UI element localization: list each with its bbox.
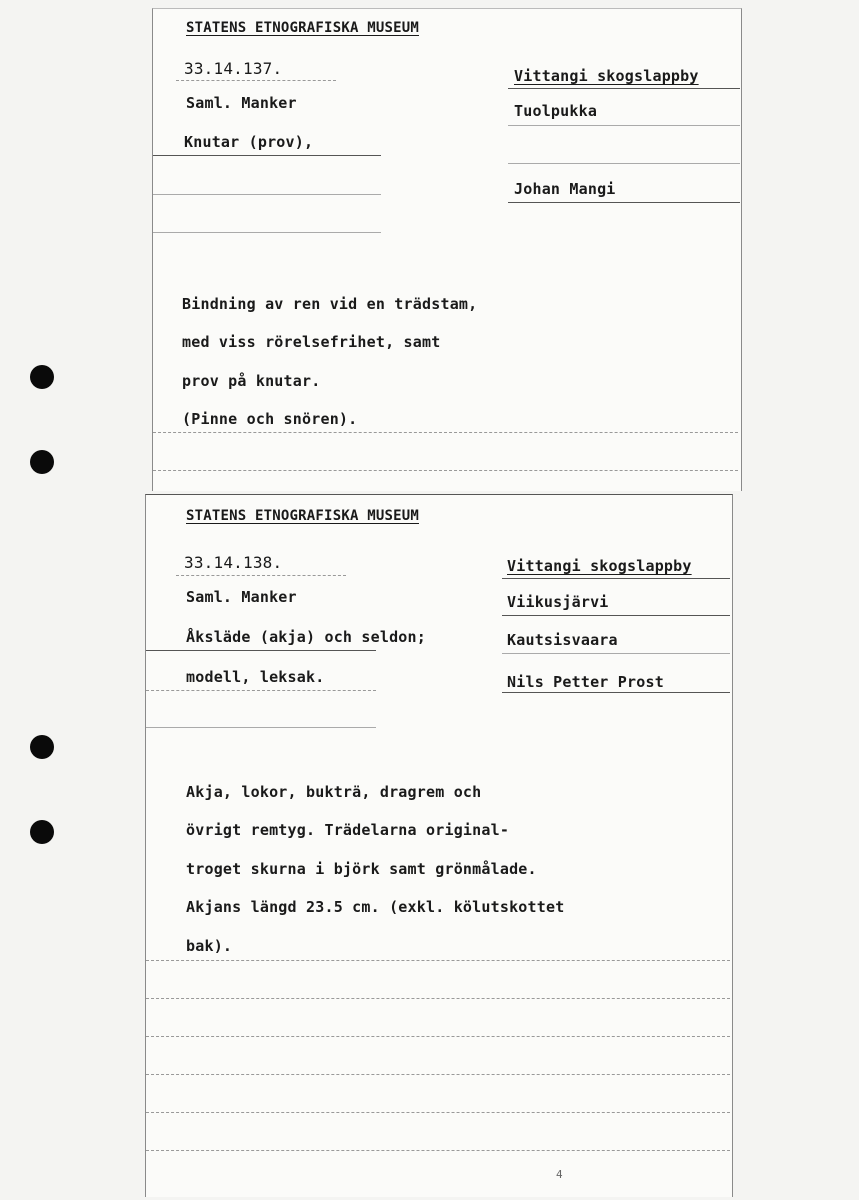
field-rule [502, 578, 730, 579]
field-rule [146, 650, 376, 651]
collection-name: Saml. Manker [186, 94, 297, 112]
object-name: Knutar (prov), [184, 133, 314, 151]
field-rule [502, 615, 730, 616]
field-rule [146, 998, 730, 999]
field-rule [146, 960, 730, 961]
field-rule [508, 202, 740, 203]
punch-hole [30, 735, 54, 759]
informant-name: Nils Petter Prost [507, 673, 664, 691]
description-line: bak). [186, 937, 233, 955]
field-rule [502, 653, 730, 654]
field-rule [176, 80, 336, 81]
field-rule [153, 155, 381, 156]
field-rule [146, 727, 376, 728]
museum-header: STATENS ETNOGRAFISKA MUSEUM [186, 20, 419, 36]
description-line: med viss rörelsefrihet, samt [182, 333, 441, 351]
field-rule [153, 232, 381, 233]
page-number: 4 [556, 1168, 563, 1181]
informant-name: Johan Mangi [514, 180, 616, 198]
field-rule [508, 163, 740, 164]
punch-hole [30, 365, 54, 389]
place-region: Vittangi skogslappby [507, 557, 692, 575]
description-line: prov på knutar. [182, 372, 321, 390]
description-line: Akja, lokor, bukträ, dragrem och [186, 783, 482, 801]
field-rule [153, 470, 738, 471]
field-rule [508, 88, 740, 89]
catalog-number: 33.14.138. [184, 553, 283, 572]
field-rule [153, 194, 381, 195]
description-line: (Pinne och snören). [182, 410, 358, 428]
place-village: Viikusjärvi [507, 593, 609, 611]
description-line: övrigt remtyg. Trädelarna original- [186, 821, 510, 839]
object-name: Åksläde (akja) och seldon; [186, 628, 426, 646]
field-rule [146, 1074, 730, 1075]
field-rule [146, 1036, 730, 1037]
place-village: Tuolpukka [514, 102, 598, 120]
description-line: Akjans längd 23.5 cm. (exkl. kölutskottet [186, 898, 565, 916]
field-rule [146, 1150, 730, 1151]
field-rule [508, 125, 740, 126]
museum-header: STATENS ETNOGRAFISKA MUSEUM [186, 508, 419, 524]
field-rule [146, 1112, 730, 1113]
catalog-number: 33.14.137. [184, 59, 283, 78]
description-line: troget skurna i björk samt grönmålade. [186, 860, 537, 878]
collection-name: Saml. Manker [186, 588, 297, 606]
description-line: Bindning av ren vid en trädstam, [182, 295, 478, 313]
punch-hole [30, 820, 54, 844]
field-rule [502, 692, 730, 693]
field-rule [146, 690, 376, 691]
place-location: Kautsisvaara [507, 631, 618, 649]
field-rule [176, 575, 346, 576]
object-name-cont: modell, leksak. [186, 668, 325, 686]
punch-hole [30, 450, 54, 474]
place-region: Vittangi skogslappby [514, 67, 699, 85]
field-rule [153, 432, 738, 433]
